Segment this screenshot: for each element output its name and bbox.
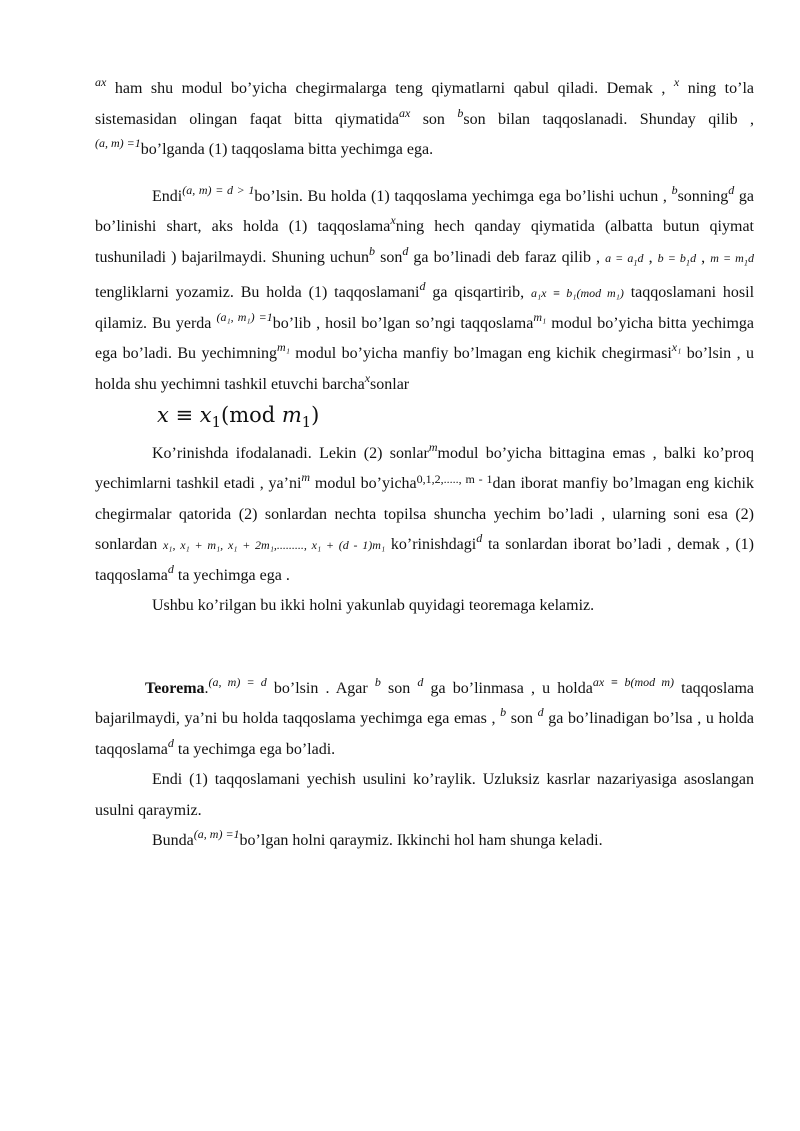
formula-2: $x \equiv x_1(mod$ $m_1$) — [157, 403, 320, 432]
theorem-label: Teorema — [145, 679, 205, 697]
math-b: b — [500, 705, 507, 720]
paragraph-7: Bunda$^{(a, m) =1}$bo’lgan holni qaraymiz. Ikkinchi hol ham shunga keladi. — [152, 827, 603, 850]
math-d: d — [167, 561, 174, 576]
paragraph-4: Ushbu ko’rilgan bu ikki holni yakunlab quyidagi teoremaga kelamiz. — [152, 597, 595, 615]
math-m1: m₁ — [533, 309, 547, 324]
math-congruence: ax ≡ b(mod m) — [592, 674, 674, 689]
math-d: d — [417, 674, 424, 689]
math-ax: ax — [95, 75, 107, 89]
theorem-paragraph: Teorema.$^{(a, m) = d}$ bo’lsin . Agar $^b$ son $^d$ ga bo’linmasa , u holda$^{ax \equiv b(mod m)}$ taqqoslama bajarilmaydi, ya’ni bu holda taqqoslama yechimga ega emas , $^b$ son $^d$ ga bo’linadigan bo’lsa , u holda taqqoslama$^d$ ta yechimga ega bo’ladi. — [95, 674, 755, 758]
math-m1: m₁ — [277, 340, 290, 355]
math-m: m — [428, 439, 438, 454]
math-b: b — [457, 105, 464, 120]
math-gcd-reduced: (a₁, m₁) =1 — [216, 309, 273, 324]
math-b: b — [369, 243, 376, 258]
math-x1: x₁ — [671, 340, 682, 355]
math-m-eq: $m = m_1d$ — [710, 250, 755, 267]
math-x: x — [390, 213, 396, 227]
math-d: d — [728, 182, 735, 197]
math-d: d — [476, 531, 483, 546]
math-gcd-d: (a, m) = d > 1 — [182, 182, 255, 197]
math-a-eq: $a = a_1d$ — [605, 250, 644, 267]
math-gcd-one: (a, m) =1 — [193, 827, 240, 842]
math-d: d — [419, 279, 426, 294]
math-solution-list: x₁, x₁ + m₁, x₁ + 2m₁,........., x₁ + (d - 1)m₁ — [162, 538, 386, 553]
math-m: m — [301, 470, 311, 485]
math-b: b — [671, 182, 678, 197]
paragraph-6: Endi (1) taqqoslamani yechish usulini ko’raylik. Uzluksiz kasrlar nazariyasiga asoslangan usulni qaraymiz. — [95, 771, 754, 819]
math-ax: ax — [398, 105, 411, 120]
paragraph-1: $^{ax}$ ham shu modul bo’yicha chegirmalarga teng qiymatlarni qabul qiladi. Demak , $^x$ ning to’la sistemasidan olingan faqat bitta qiymatida$^{ax}$ son $^b$son bilan taqqoslanadi. Shunday qilib , $^{(a, m) =1}$bo’lganda (1) taqqoslama bitta yechimga ega. — [95, 75, 755, 158]
math-b: b — [374, 674, 381, 689]
math-gcd-one: (a, m) =1 — [95, 136, 141, 150]
math-x: x — [673, 75, 680, 89]
math-gcd-d: (a, m) = d — [208, 674, 267, 689]
paragraph-3: Ko’rinishda ifodalanadi. Lekin (2) sonlar$^m$modul bo’yicha bittagina emas , balki ko’proq yechimlarni tashkil etadi , $ya’ni^m$ modul bo’yicha$^{0,1,2,....., m - 1}$dan iborat manfiy bo’lmagan eng kichik chegirmalar qatorida (2) sonlardan nechta topilsa shuncha yechim bo’ladi , ularning soni esa (2) sonlardan x₁, x₁ + m₁, x₁ + 2m₁,........., x₁ + (d - 1)m₁ ko’rinishdagi$^d$ ta sonlardan iborat bo’ladi , demak , (1) taqqoslama$^d$ ta yechimga ega . — [95, 439, 755, 584]
math-d: d — [167, 735, 174, 750]
math-residue-sequence: 0,1,2,....., m - 1 — [416, 472, 493, 487]
math-d: d — [537, 705, 544, 720]
math-x: x — [364, 370, 371, 385]
math-b-eq: $b = b_1d$ — [657, 250, 697, 267]
math-congruence-reduced: a₁x ≡ b₁(mod m₁) — [530, 286, 624, 301]
math-d: d — [402, 243, 409, 258]
paragraph-2: Endi$^{(a, m) = d > 1}$bo’lsin. Bu holda (1) taqqoslama yechimga ega bo’lishi uchun , $^b$sonning$^d$ ga bo’linishi shart, aks holda (1) taqqoslama$^x$ning hech qanday qiymatida (albatta butun qiymat tushuniladi ) bajarilmaydi. Shuning uchun$^b$ son$^d$ ga bo’linadi deb faraz qilib , $a = a_1d$ , $b = b_1d$ , $m = m_1d$ tengliklarni yozamiz. Bu holda (1) taqqoslamani$^d$ ga qisqartirib, a₁x ≡ b₁(mod m₁) taqqoslamani hosil qilamiz. Bu yerda $^{(a_1, m_1) =1}$bo’lib , hosil bo’lgan so’ngi taqqoslama$^{m_1}$ modul bo’yicha bitta yechimga ega bo’ladi. Bu yechimning$^{m_1}$ modul bo’yicha manfiy bo’lmagan eng kichik chegirmasi$^{x_1}$ bo’lsin , u holda shu yechimni tashkil etuvchi barcha$^x$sonlar — [95, 182, 755, 393]
